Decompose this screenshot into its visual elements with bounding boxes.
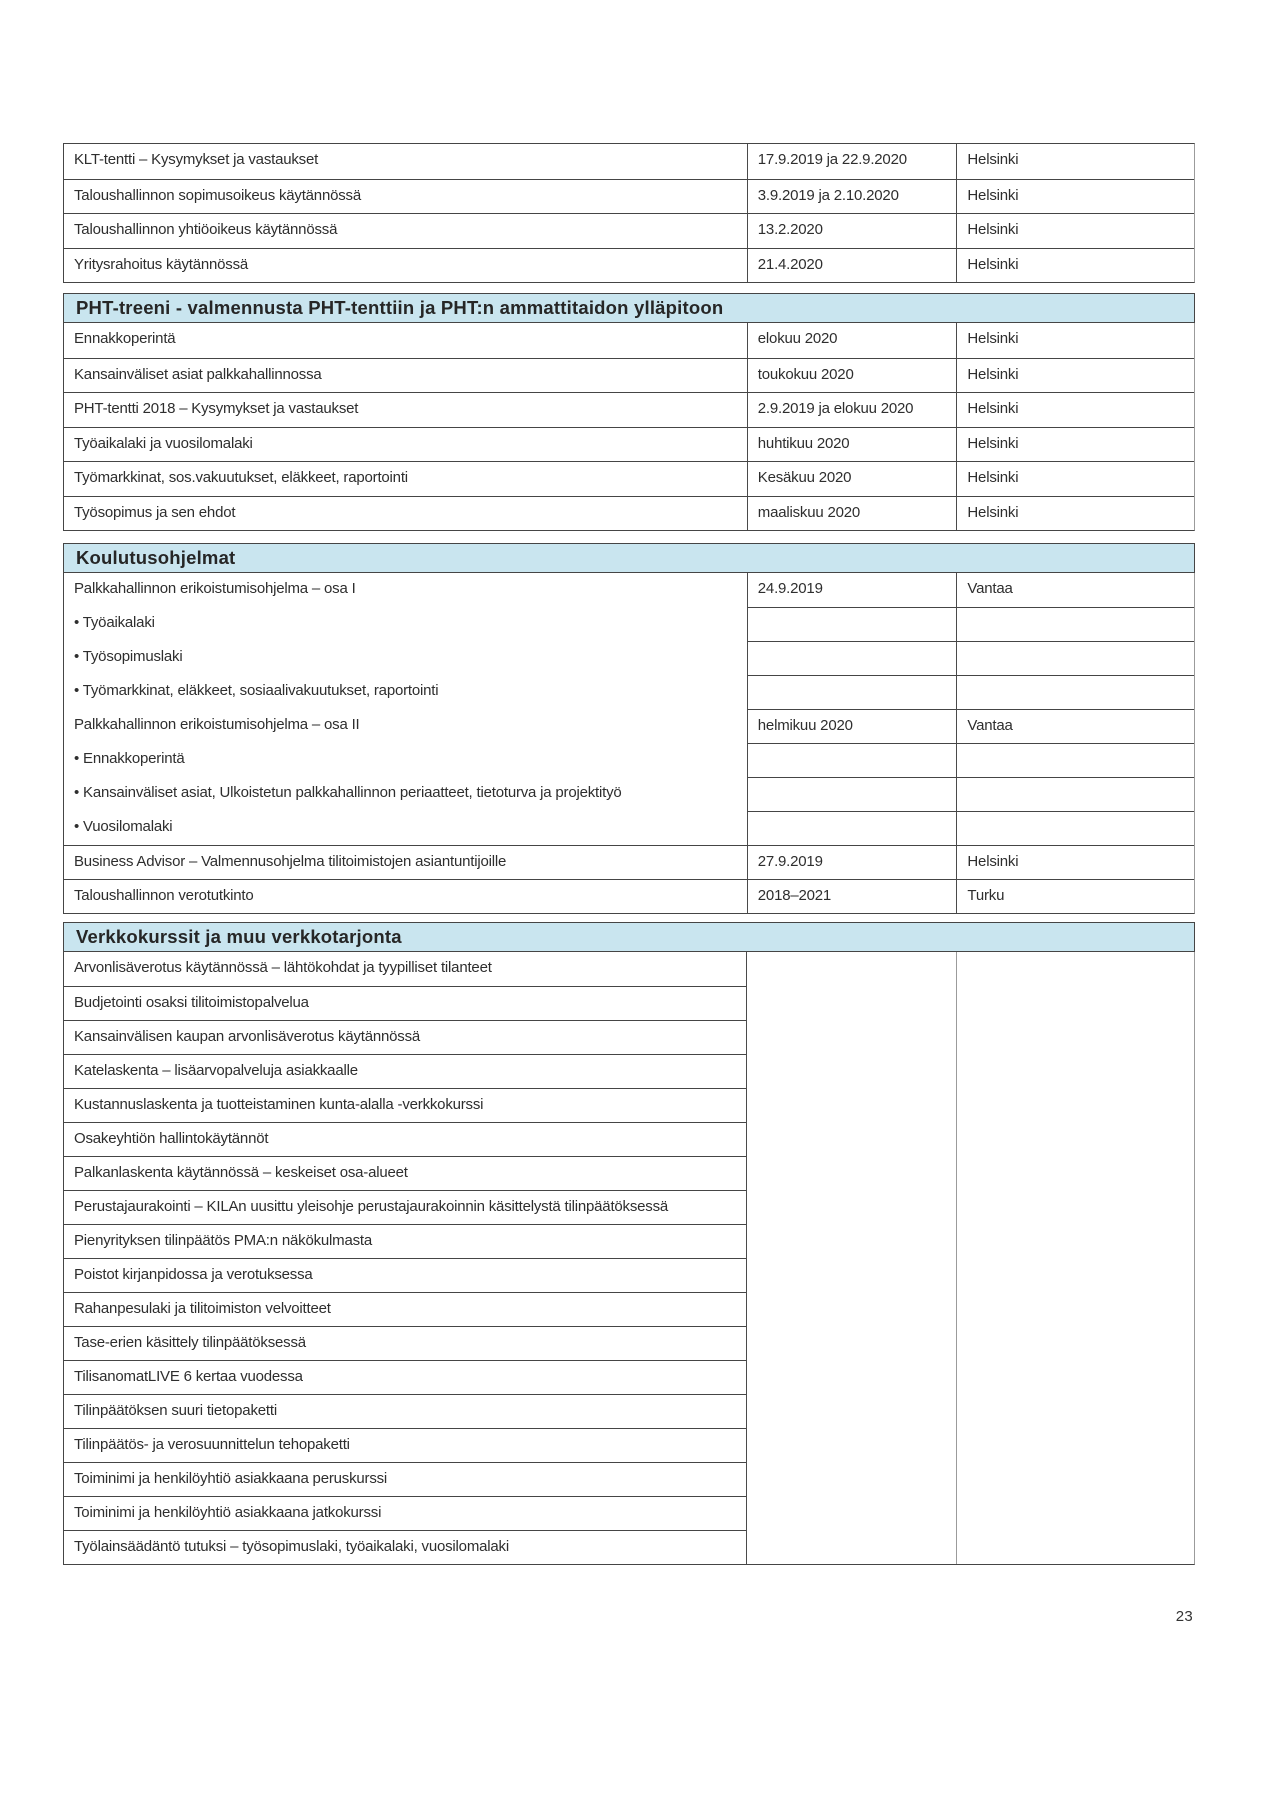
location-cell: Helsinki xyxy=(956,213,1194,248)
course-title-cell: PHT-tentti 2018 – Kysymykset ja vastaukset xyxy=(64,392,747,427)
course-title-cell: Taloushallinnon sopimusoikeus käytännössä xyxy=(64,179,747,214)
table-row xyxy=(64,323,1194,358)
course-title-cell: Tilinpäätös- ja verosuunnittelun tehopaketti xyxy=(64,1428,746,1462)
date-cell: 21.4.2020 xyxy=(747,248,957,283)
course-title-cell: Katelaskenta – lisäarvopalveluja asiakkaalle xyxy=(64,1054,746,1088)
date-cell xyxy=(747,777,957,811)
course-title-cell: Arvonlisäverotus käytännössä – lähtökohdat ja tyypilliset tilanteet xyxy=(74,959,492,976)
table-row-bullet xyxy=(64,641,1194,675)
course-bullet-cell: • Työaikalaki xyxy=(74,614,155,631)
course-bullet-cell: • Työsopimuslaki xyxy=(74,648,183,665)
course-title-cell: Taloushallinnon yhtiöoikeus käytännössä xyxy=(64,213,747,248)
course-title-cell: Tilinpäätöksen suuri tietopaketti xyxy=(64,1394,746,1428)
table-row xyxy=(64,144,1194,179)
date-cell: 3.9.2019 ja 2.10.2020 xyxy=(747,179,957,214)
table-row xyxy=(64,179,1194,214)
course-title-cell: Osakeyhtiön hallintokäytännöt xyxy=(64,1122,746,1156)
course-title-cell: Business Advisor – Valmennusohjelma tilitoimistojen asiantuntijoille xyxy=(64,845,747,879)
table-row xyxy=(64,358,1194,393)
location-cell: Turku xyxy=(956,879,1194,913)
location-cell xyxy=(956,641,1194,675)
course-title-cell: Pienyrityksen tilinpäätös PMA:n näkökulmasta xyxy=(64,1224,746,1258)
location-cell xyxy=(956,607,1194,641)
location-cell: Helsinki xyxy=(956,461,1194,496)
date-cell: 13.2.2020 xyxy=(747,213,957,248)
location-cell: Vantaa xyxy=(956,573,1194,607)
date-cell xyxy=(747,641,957,675)
table-row-bullet xyxy=(64,743,1194,777)
date-cell xyxy=(747,607,957,641)
course-title-cell: Palkkahallinnon erikoistumisohjelma – osa II xyxy=(74,716,360,733)
verkkokurssit-table xyxy=(63,952,1195,1565)
course-title-cell: Perustajaurakointi – KILAn uusittu yleisohje perustajaurakoinnin käsittelystä tilinpäätöksessä xyxy=(64,1190,746,1224)
location-cell: Helsinki xyxy=(956,496,1194,531)
section-header-verkkokurssit: Verkkokurssit ja muu verkkotarjonta xyxy=(63,922,1195,952)
table-row xyxy=(64,496,1194,531)
table-row xyxy=(64,213,1194,248)
date-cell: helmikuu 2020 xyxy=(747,709,957,743)
course-title-cell: Työaikalaki ja vuosilomalaki xyxy=(64,427,747,462)
course-title-cell: Taloushallinnon verotutkinto xyxy=(64,879,747,913)
koulutusohjelmat-table xyxy=(63,573,1195,914)
date-cell: 2.9.2019 ja elokuu 2020 xyxy=(747,392,957,427)
page-number: 23 xyxy=(1175,1608,1193,1625)
location-cell: Helsinki xyxy=(956,179,1194,214)
course-bullet-cell: • Työmarkkinat, eläkkeet, sosiaalivakuutukset, raportointi xyxy=(74,682,439,699)
date-cell xyxy=(747,811,957,845)
course-title-cell: Palkanlaskenta käytännössä – keskeiset osa-alueet xyxy=(64,1156,746,1190)
section-header-pht: PHT-treeni - valmennusta PHT-tenttiin ja PHT:n ammattitaidon ylläpitoon xyxy=(63,293,1195,323)
date-cell: 24.9.2019 xyxy=(747,573,957,607)
course-title-cell: Kustannuslaskenta ja tuotteistaminen kunta-alalla -verkkokurssi xyxy=(64,1088,746,1122)
location-cell: Helsinki xyxy=(956,427,1194,462)
table-row-bullet xyxy=(64,777,1194,811)
pht-table xyxy=(63,323,1195,531)
location-cell xyxy=(956,675,1194,709)
table-row xyxy=(64,461,1194,496)
table-row-bullet xyxy=(64,811,1194,845)
location-cell: Vantaa xyxy=(956,709,1194,743)
course-title-cell: Poistot kirjanpidossa ja verotuksessa xyxy=(64,1258,746,1292)
course-title-cell: Työsopimus ja sen ehdot xyxy=(64,496,747,531)
table-row-bullet xyxy=(64,607,1194,641)
date-cell: huhtikuu 2020 xyxy=(747,427,957,462)
course-title-cell: KLT-tentti – Kysymykset ja vastaukset xyxy=(74,151,319,168)
location-column-empty xyxy=(956,952,1194,1564)
section-header-koulutusohjelmat: Koulutusohjelmat xyxy=(63,543,1195,573)
seminars-table xyxy=(63,143,1195,283)
table-row xyxy=(64,427,1194,462)
table-row xyxy=(64,709,1194,743)
course-title-column xyxy=(64,952,746,1564)
location-cell: Helsinki xyxy=(956,323,1194,358)
date-column-empty xyxy=(746,952,956,1564)
location-cell xyxy=(956,743,1194,777)
course-title-cell: Palkkahallinnon erikoistumisohjelma – osa I xyxy=(74,580,356,597)
location-cell: Helsinki xyxy=(956,358,1194,393)
page-content xyxy=(63,143,1195,1565)
table-row xyxy=(64,845,1194,879)
table-row xyxy=(64,248,1194,283)
location-cell xyxy=(956,811,1194,845)
location-cell: Helsinki xyxy=(956,392,1194,427)
location-cell: Helsinki xyxy=(956,248,1194,283)
location-cell: Helsinki xyxy=(956,845,1194,879)
date-cell: 17.9.2019 ja 22.9.2020 xyxy=(747,144,957,179)
course-title-cell: Toiminimi ja henkilöyhtiö asiakkaana jatkokurssi xyxy=(64,1496,746,1530)
course-title-cell: Toiminimi ja henkilöyhtiö asiakkaana peruskurssi xyxy=(64,1462,746,1496)
course-bullet-cell: • Kansainväliset asiat, Ulkoistetun palkkahallinnon periaatteet, tietoturva ja projektityö xyxy=(74,784,622,801)
course-title-cell: TilisanomatLIVE 6 kertaa vuodessa xyxy=(64,1360,746,1394)
course-title-cell: Yritysrahoitus käytännössä xyxy=(64,248,747,283)
course-title-cell: Budjetointi osaksi tilitoimistopalvelua xyxy=(64,986,746,1020)
date-cell: Kesäkuu 2020 xyxy=(747,461,957,496)
date-cell: 2018–2021 xyxy=(747,879,957,913)
date-cell: maaliskuu 2020 xyxy=(747,496,957,531)
course-title-cell: Kansainvälisen kaupan arvonlisäverotus käytännössä xyxy=(64,1020,746,1054)
course-title-cell: Rahanpesulaki ja tilitoimiston velvoitteet xyxy=(64,1292,746,1326)
table-row-bullet xyxy=(64,675,1194,709)
location-cell xyxy=(956,777,1194,811)
course-title-cell: Työlainsäädäntö tutuksi – työsopimuslaki, työaikalaki, vuosilomalaki xyxy=(64,1530,746,1564)
course-title-cell: Kansainväliset asiat palkkahallinnossa xyxy=(64,358,747,393)
table-row xyxy=(64,573,1194,607)
course-bullet-cell: • Vuosilomalaki xyxy=(74,818,173,835)
table-row xyxy=(64,392,1194,427)
course-bullet-cell: • Ennakkoperintä xyxy=(74,750,185,767)
location-cell: Helsinki xyxy=(956,144,1194,179)
course-title-cell: Tase-erien käsittely tilinpäätöksessä xyxy=(64,1326,746,1360)
course-title-cell: Ennakkoperintä xyxy=(74,330,176,347)
course-title-cell: Työmarkkinat, sos.vakuutukset, eläkkeet, raportointi xyxy=(64,461,747,496)
date-cell xyxy=(747,675,957,709)
date-cell: 27.9.2019 xyxy=(747,845,957,879)
date-cell xyxy=(747,743,957,777)
date-cell: toukokuu 2020 xyxy=(747,358,957,393)
date-cell: elokuu 2020 xyxy=(747,323,957,358)
table-row xyxy=(64,879,1194,913)
